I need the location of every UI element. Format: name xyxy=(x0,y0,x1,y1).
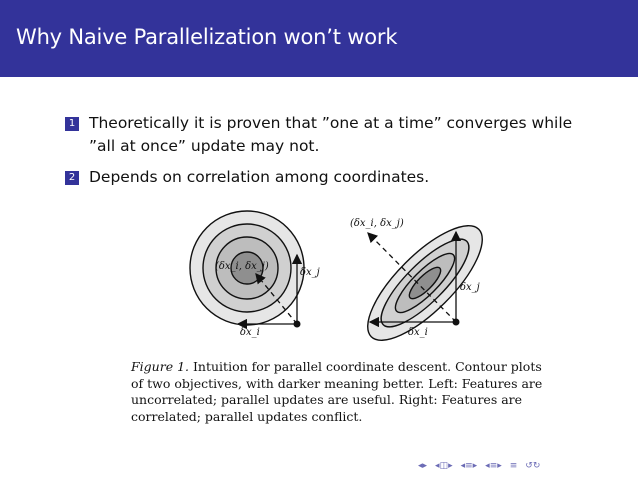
left-label-xi: δx_i xyxy=(240,327,260,338)
nav-next-icon[interactable]: ◂≡▸ xyxy=(485,461,502,471)
right-contour-plot xyxy=(350,209,499,350)
right-label-xi: δx_i xyxy=(408,327,428,338)
nav-section-icon[interactable]: ◂≡▸ xyxy=(460,461,478,471)
beamer-nav-bar xyxy=(418,461,540,471)
contour-figure xyxy=(180,200,500,350)
left-label-xj: δx_j xyxy=(300,267,320,278)
caption-label: Figure 1. xyxy=(131,359,189,374)
list-item xyxy=(65,112,599,158)
caption-text: Intuition for parallel coordinate descent. Contour plots of two objectives, with darker meaning better. Left: Features are uncorrelated; parallel updates are useful. Right: Features are correlated; parallel updates conflict. xyxy=(131,359,543,424)
right-label-pair: (δx_i, δx_j) xyxy=(350,218,404,229)
nav-first-icon[interactable]: ◂▸ xyxy=(418,461,428,471)
right-label-xj: δx_j xyxy=(460,282,480,293)
nav-prev-icon[interactable]: ◂◫▸ xyxy=(435,461,453,471)
header-bar xyxy=(0,0,638,77)
nav-search-icon[interactable]: ↺↻ xyxy=(525,461,541,471)
nav-subsection-icon[interactable]: ≡ xyxy=(509,461,518,471)
slide-title: Why Naive Parallelization won’t work xyxy=(16,25,398,49)
item-text: Theoretically it is proven that ”one at a time” converges while ”all at once” update may not. xyxy=(89,114,573,155)
left-contour-plot xyxy=(190,211,320,338)
item-text: Depends on correlation among coordinates. xyxy=(89,168,430,186)
figure-caption xyxy=(131,359,551,425)
list-item xyxy=(65,166,599,189)
item-number: 1 xyxy=(65,117,79,131)
item-number: 2 xyxy=(65,171,79,185)
left-label-pair: (δx_i, δx_j) xyxy=(215,261,269,272)
